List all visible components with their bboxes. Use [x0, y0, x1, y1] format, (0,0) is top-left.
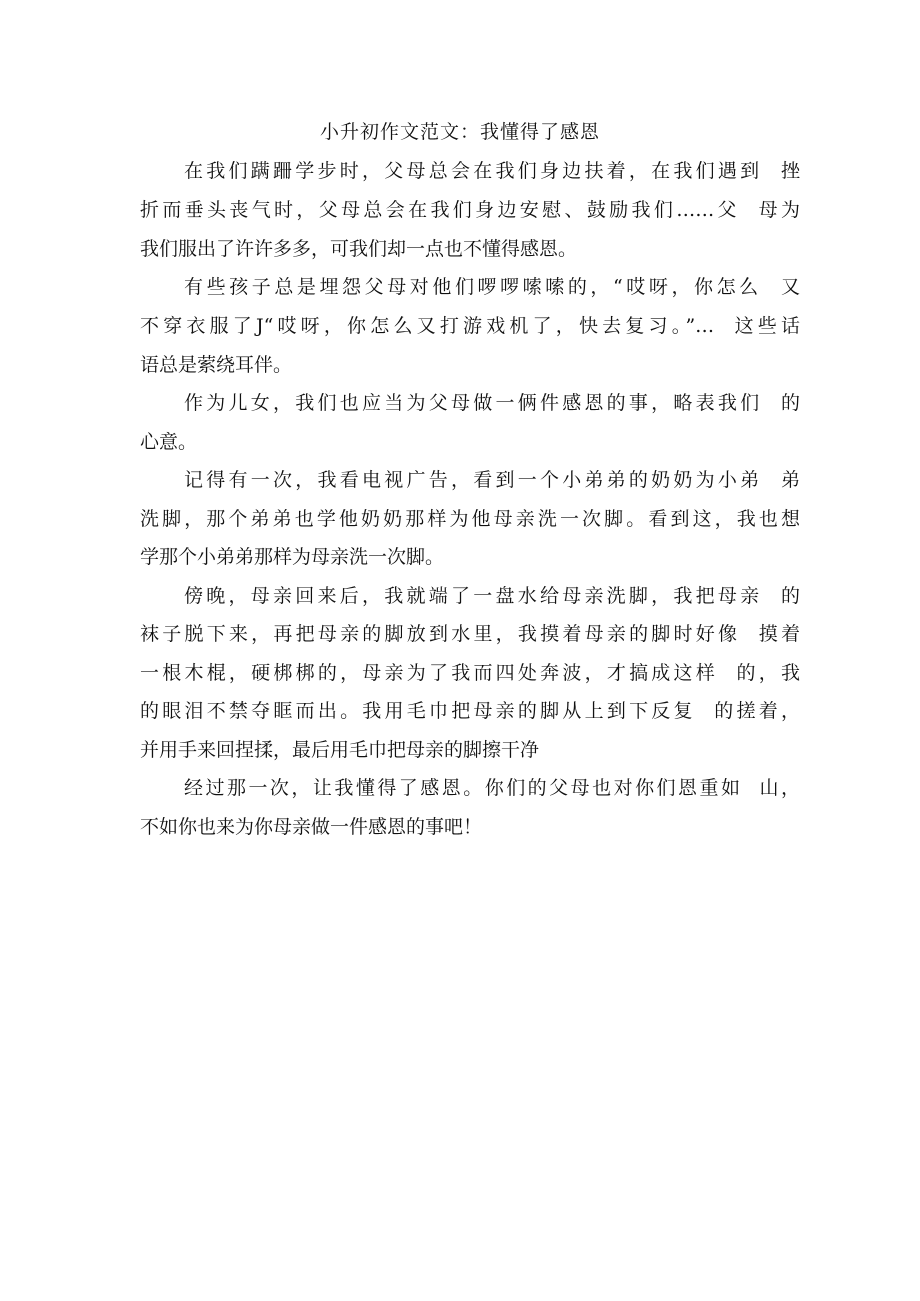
text-line: 心意。: [140, 431, 198, 453]
text-line: 的眼泪不禁夺眶而出。我用毛巾把母亲的脚从上到下反复 的搓着，: [140, 700, 800, 722]
text-line: 一根木棍，硬梆梆的，母亲为了我而四处奔波，才搞成这样 的，我: [140, 662, 800, 684]
text-line: 折而垂头丧气时，父母总会在我们身边安慰、鼓励我们……父 母为: [140, 199, 800, 221]
text-line: 记得有一次，我看电视广告，看到一个小弟弟的奶奶为小弟 弟: [184, 469, 800, 491]
essay-title: 小升初作文范文：我懂得了感恩: [319, 121, 600, 143]
text-line: 有些孩子总是埋怨父母对他们啰啰嗦嗦的，“哎呀，你怎么 又: [184, 276, 800, 298]
text-line: 并用手来回捏揉，最后用毛巾把母亲的脚擦干净: [140, 739, 540, 761]
text-line: 在我们蹒跚学步时，父母总会在我们身边扶着，在我们遇到 挫: [184, 160, 800, 182]
text-line: 洗脚，那个弟弟也学他奶奶那样为他母亲洗一次脚。看到这，我也想: [140, 508, 800, 530]
text-line: 袜子脱下来，再把母亲的脚放到水里，我摸着母亲的脚时好像 摸着: [140, 623, 800, 645]
text-line: 不如你也来为你母亲做一件感恩的事吧！: [140, 816, 483, 838]
text-line: 学那个小弟弟那样为母亲洗一次脚。: [140, 546, 445, 568]
text-line: 傍晚，母亲回来后，我就端了一盘水给母亲洗脚，我把母亲 的: [184, 585, 800, 607]
text-line: 作为儿女，我们也应当为父母做一俩件感恩的事，略表我们 的: [184, 392, 800, 414]
text-line: 经过那一次，让我懂得了感恩。你们的父母也对你们恩重如 山，: [184, 777, 800, 799]
text-line: 我们服出了许许多多，可我们却一点也不懂得感恩。: [140, 238, 578, 260]
text-line: 不穿衣服了J“哎呀，你怎么又打游戏机了，快去复习。”… 这些话: [140, 315, 800, 337]
text-line: 语总是萦绕耳伴。: [140, 354, 293, 376]
